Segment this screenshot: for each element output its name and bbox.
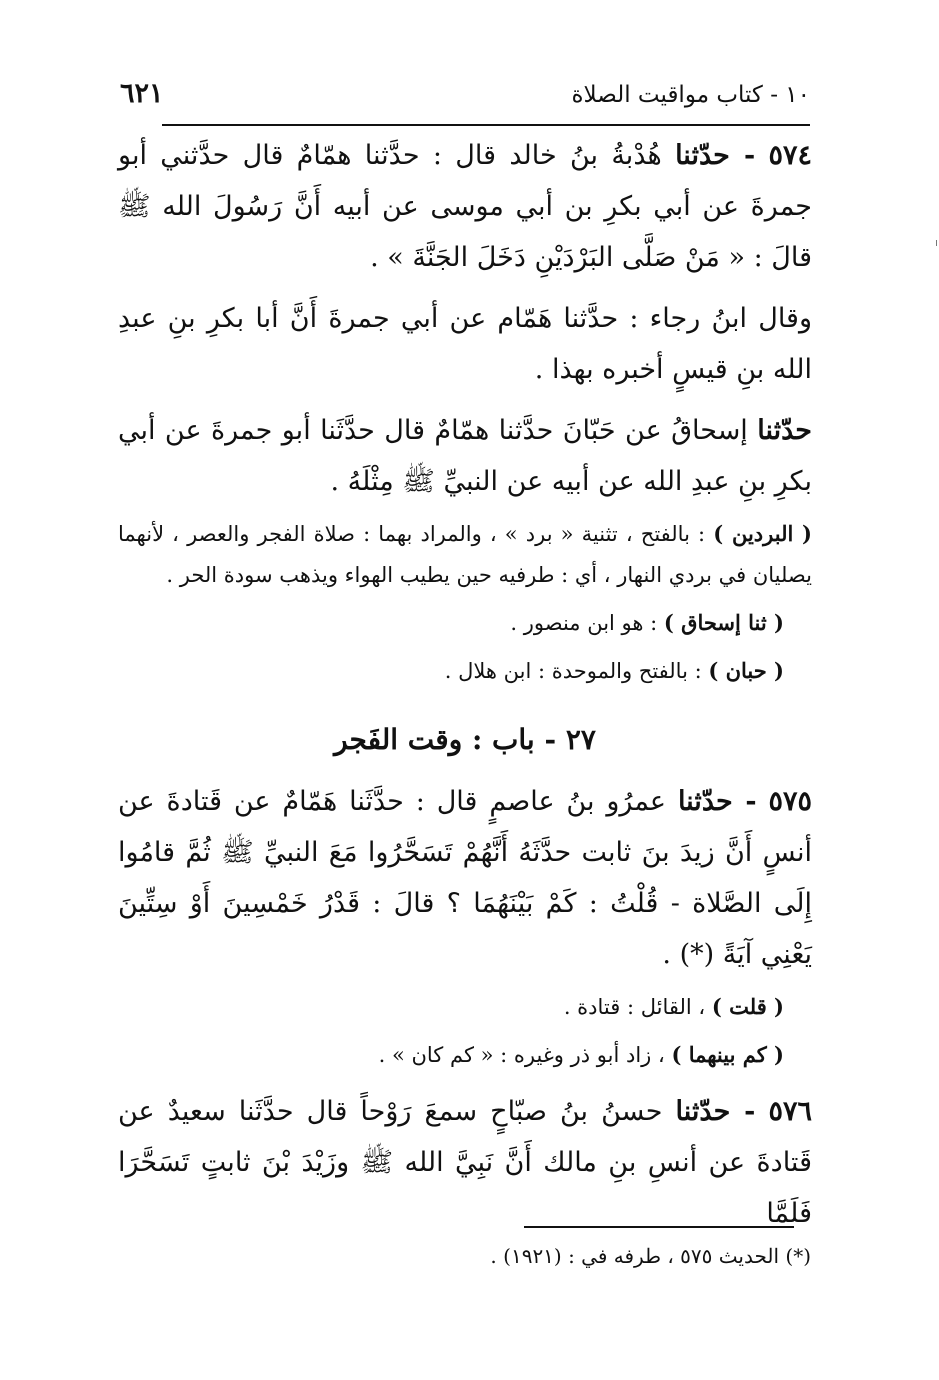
- chapter-heading: ٢٧ - باب : وقت الفَجر: [334, 723, 596, 756]
- footnote: (*) الحديث ٥٧٥ ، طرفه في : (١٩٢١) .: [490, 1244, 811, 1268]
- note-text: : بالفتح والموحدة : ابن هلال .: [444, 659, 702, 683]
- hadith-number: ٥٧٤: [768, 140, 813, 171]
- header-rule: [162, 124, 810, 126]
- footnote-rule: [524, 1226, 794, 1228]
- note-text: ، زاد أبو ذر وغيره : « كم كان » .: [378, 1043, 665, 1067]
- hadith-576: [118, 1086, 812, 1239]
- page-number: ٦٢١: [120, 78, 164, 109]
- note-text: : بالفتح ، تثنية « برد » ، والمراد بهما : صلاة الفجر والعصر ، لأنهما يصليان في بردي النهار ، أي : طرفيه حين يطيب الهواء ويذهب سودة الحر .: [118, 522, 812, 587]
- note-bardayn: [118, 513, 812, 596]
- ishaq-paragraph: [118, 405, 812, 507]
- note-ishaq: [118, 602, 812, 644]
- running-title: ١٠ - كتاب مواقيت الصلاة: [571, 82, 810, 108]
- hadith-text: عمرُو بنُ عاصمٍ قال : حدَّثَنا هَمّامٌ عن قَتادةَ عن أنسٍ أَنَّ زيدَ بنَ ثابت حدَّثَهُ أَنَّهُمْ تَسَحَّرُوا مَعَ النبيِّ ﷺ ثُمَّ قامُوا إِلَى الصَّلاة - قُلْتُ : كَمْ بَيْنَهُمَا ؟ قالَ : قَدْرُ خَمْسِينَ أَوْ سِتِّينَ يَعْنِي آيَةً (*) .: [118, 786, 812, 970]
- hadith-lead: حدّثنا: [757, 415, 812, 446]
- note-qultu: [118, 986, 812, 1028]
- hadith-number: ٥٧٥: [768, 786, 812, 817]
- note-term: ( حبان ): [708, 658, 784, 683]
- hadith-574: [118, 130, 812, 283]
- hadith-text: هُدْبةُ بنُ خالد قال : حدَّثنا همّامٌ قال حدَّثني أبو جمرةَ عن أبي بكرِ بن أبي موسى عن أبيه أَنَّ رَسُولَ الله ﷺ قالَ : « مَنْ صَلَّى البَرْدَيْنِ دَخَلَ الجَنَّةَ » .: [118, 140, 812, 273]
- note-term: ( قلت ): [711, 994, 784, 1019]
- hadith-lead: - حدّثنا: [675, 140, 756, 171]
- hadith-number: ٥٧٦: [768, 1096, 812, 1127]
- margin-mark: [936, 240, 937, 246]
- paragraph-text: وقال ابنُ رجاء : حدَّثنا هَمّام عن أبي جمرةَ أَنَّ أبا بكرِ بنِ عبدِ الله بنِ قيسٍ أخبره بهذا .: [118, 303, 812, 385]
- note-hibban: [118, 650, 812, 692]
- page-header: [120, 78, 810, 122]
- paragraph-text: إسحاقُ عن حَبّانَ حدَّثنا همّامٌ قال حدَّثَنا أبو جمرةَ عن أبي بكرِ بنِ عبدِ الله عن أبيه عن النبيِّ ﷺ مِثْلَهُ .: [118, 415, 812, 497]
- note-text: ، القائل : قتادة .: [563, 995, 706, 1019]
- note-term: ( البردين ): [713, 521, 812, 546]
- hadith-lead: - حدّثنا: [675, 1096, 756, 1127]
- note-text: : هو ابن منصور .: [510, 611, 658, 635]
- hadith-text: حسنُ بنُ صبّاحٍ سمعَ رَوْحاً قال حدَّثَنا سعيدٌ عن قَتادةَ عن أنسِ بنِ مالك أَنَّ نَبِيَّ الله ﷺ وزَيْدَ بْنَ ثابتٍ تَسَحَّرَا فَلَمَّا: [118, 1096, 812, 1229]
- hadith-lead: - حدّثنا: [677, 786, 757, 817]
- hadith-575: [118, 776, 812, 980]
- note-term: ( ثنا إسحاق ): [663, 610, 784, 635]
- note-kam-baynahuma: [118, 1034, 812, 1076]
- ibn-raja-paragraph: [118, 293, 812, 395]
- page-body: [118, 130, 812, 1243]
- note-term: ( كم بينهما ): [671, 1042, 784, 1067]
